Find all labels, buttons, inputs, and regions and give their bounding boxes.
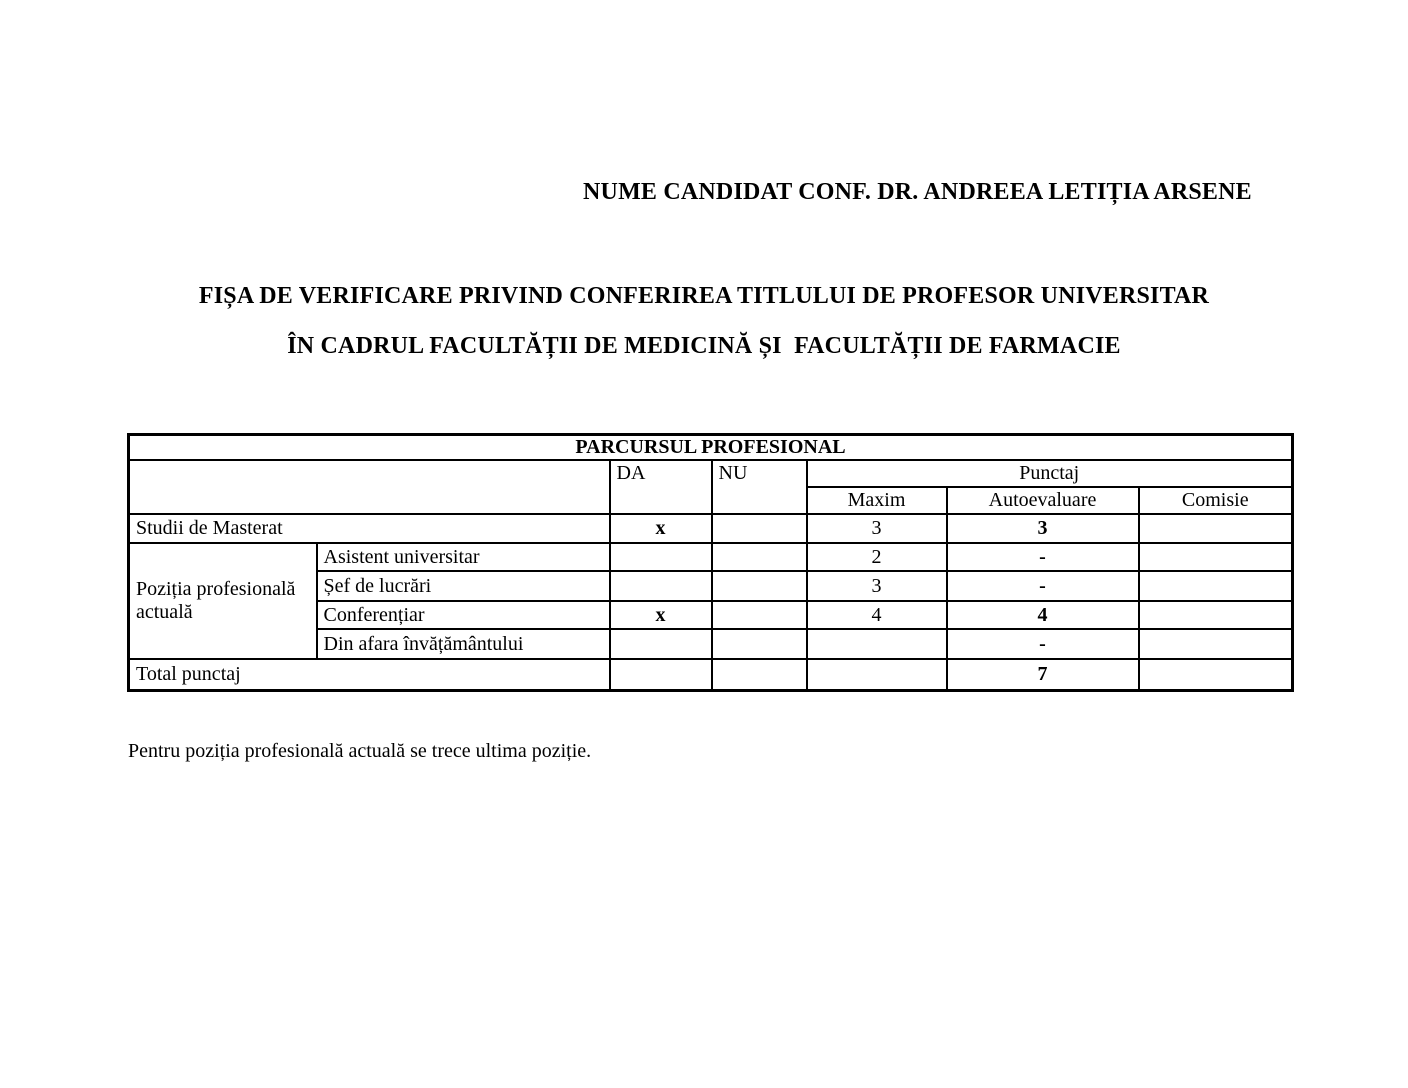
nu-cell <box>712 543 807 571</box>
maxim-cell: 3 <box>807 514 947 543</box>
maxim-cell <box>807 629 947 659</box>
da-cell <box>610 571 712 601</box>
table-title-row <box>129 435 1293 461</box>
da-cell: x <box>610 514 712 543</box>
column-header-nu: NU <box>712 460 807 514</box>
da-cell <box>610 629 712 659</box>
comisie-cell <box>1139 514 1293 543</box>
table-row-asistent-universitar <box>129 543 1293 571</box>
nu-cell <box>712 629 807 659</box>
autoevaluare-cell: - <box>947 543 1139 571</box>
row-label: Asistent universitar <box>317 543 610 571</box>
table-header-row <box>129 460 1293 487</box>
column-header-comisie: Comisie <box>1139 487 1293 514</box>
autoevaluare-cell: 3 <box>947 514 1139 543</box>
autoevaluare-cell: 4 <box>947 601 1139 629</box>
column-header-punctaj: Punctaj <box>807 460 1293 487</box>
row-label: Studii de Masterat <box>129 514 610 543</box>
maxim-cell: 2 <box>807 543 947 571</box>
comisie-cell <box>1139 659 1293 690</box>
row-label: Total punctaj <box>129 659 610 690</box>
da-cell <box>610 659 712 690</box>
table-title: PARCURSUL PROFESIONAL <box>129 435 1293 461</box>
parcursul-profesional-table <box>127 433 1294 692</box>
da-cell: x <box>610 601 712 629</box>
document-title-line-1: FIȘA DE VERIFICARE PRIVIND CONFERIREA TITLULUI DE PROFESOR UNIVERSITAR <box>198 283 1210 309</box>
document-title-line-2: ÎN CADRUL FACULTĂȚII DE MEDICINĂ ȘI FACULTĂȚII DE FARMACIE <box>287 333 1121 359</box>
autoevaluare-cell: - <box>947 629 1139 659</box>
da-cell <box>610 543 712 571</box>
nu-cell <box>712 571 807 601</box>
maxim-cell <box>807 659 947 690</box>
nu-cell <box>712 514 807 543</box>
column-header-da: DA <box>610 460 712 514</box>
comisie-cell <box>1139 601 1293 629</box>
comisie-cell <box>1139 629 1293 659</box>
column-header-autoevaluare: Autoevaluare <box>947 487 1139 514</box>
candidate-name-line: NUME CANDIDAT CONF. DR. ANDREEA LETIȚIA ARSENE <box>583 179 1252 205</box>
autoevaluare-cell: 7 <box>947 659 1139 690</box>
row-label: Conferențiar <box>317 601 610 629</box>
maxim-cell: 4 <box>807 601 947 629</box>
nu-cell <box>712 601 807 629</box>
footnote-text: Pentru poziția profesională actuală se trece ultima poziție. <box>128 740 592 762</box>
autoevaluare-cell: - <box>947 571 1139 601</box>
comisie-cell <box>1139 543 1293 571</box>
header-empty-cell <box>129 460 610 514</box>
row-label: Șef de lucrări <box>317 571 610 601</box>
row-label: Din afara învățământului <box>317 629 610 659</box>
group-label-pozitia-profesionala: Poziția profesională actuală <box>129 543 317 659</box>
maxim-cell: 3 <box>807 571 947 601</box>
column-header-maxim: Maxim <box>807 487 947 514</box>
nu-cell <box>712 659 807 690</box>
comisie-cell <box>1139 571 1293 601</box>
table-row-studii-de-masterat <box>129 514 1293 543</box>
table-row-total-punctaj <box>129 659 1293 690</box>
